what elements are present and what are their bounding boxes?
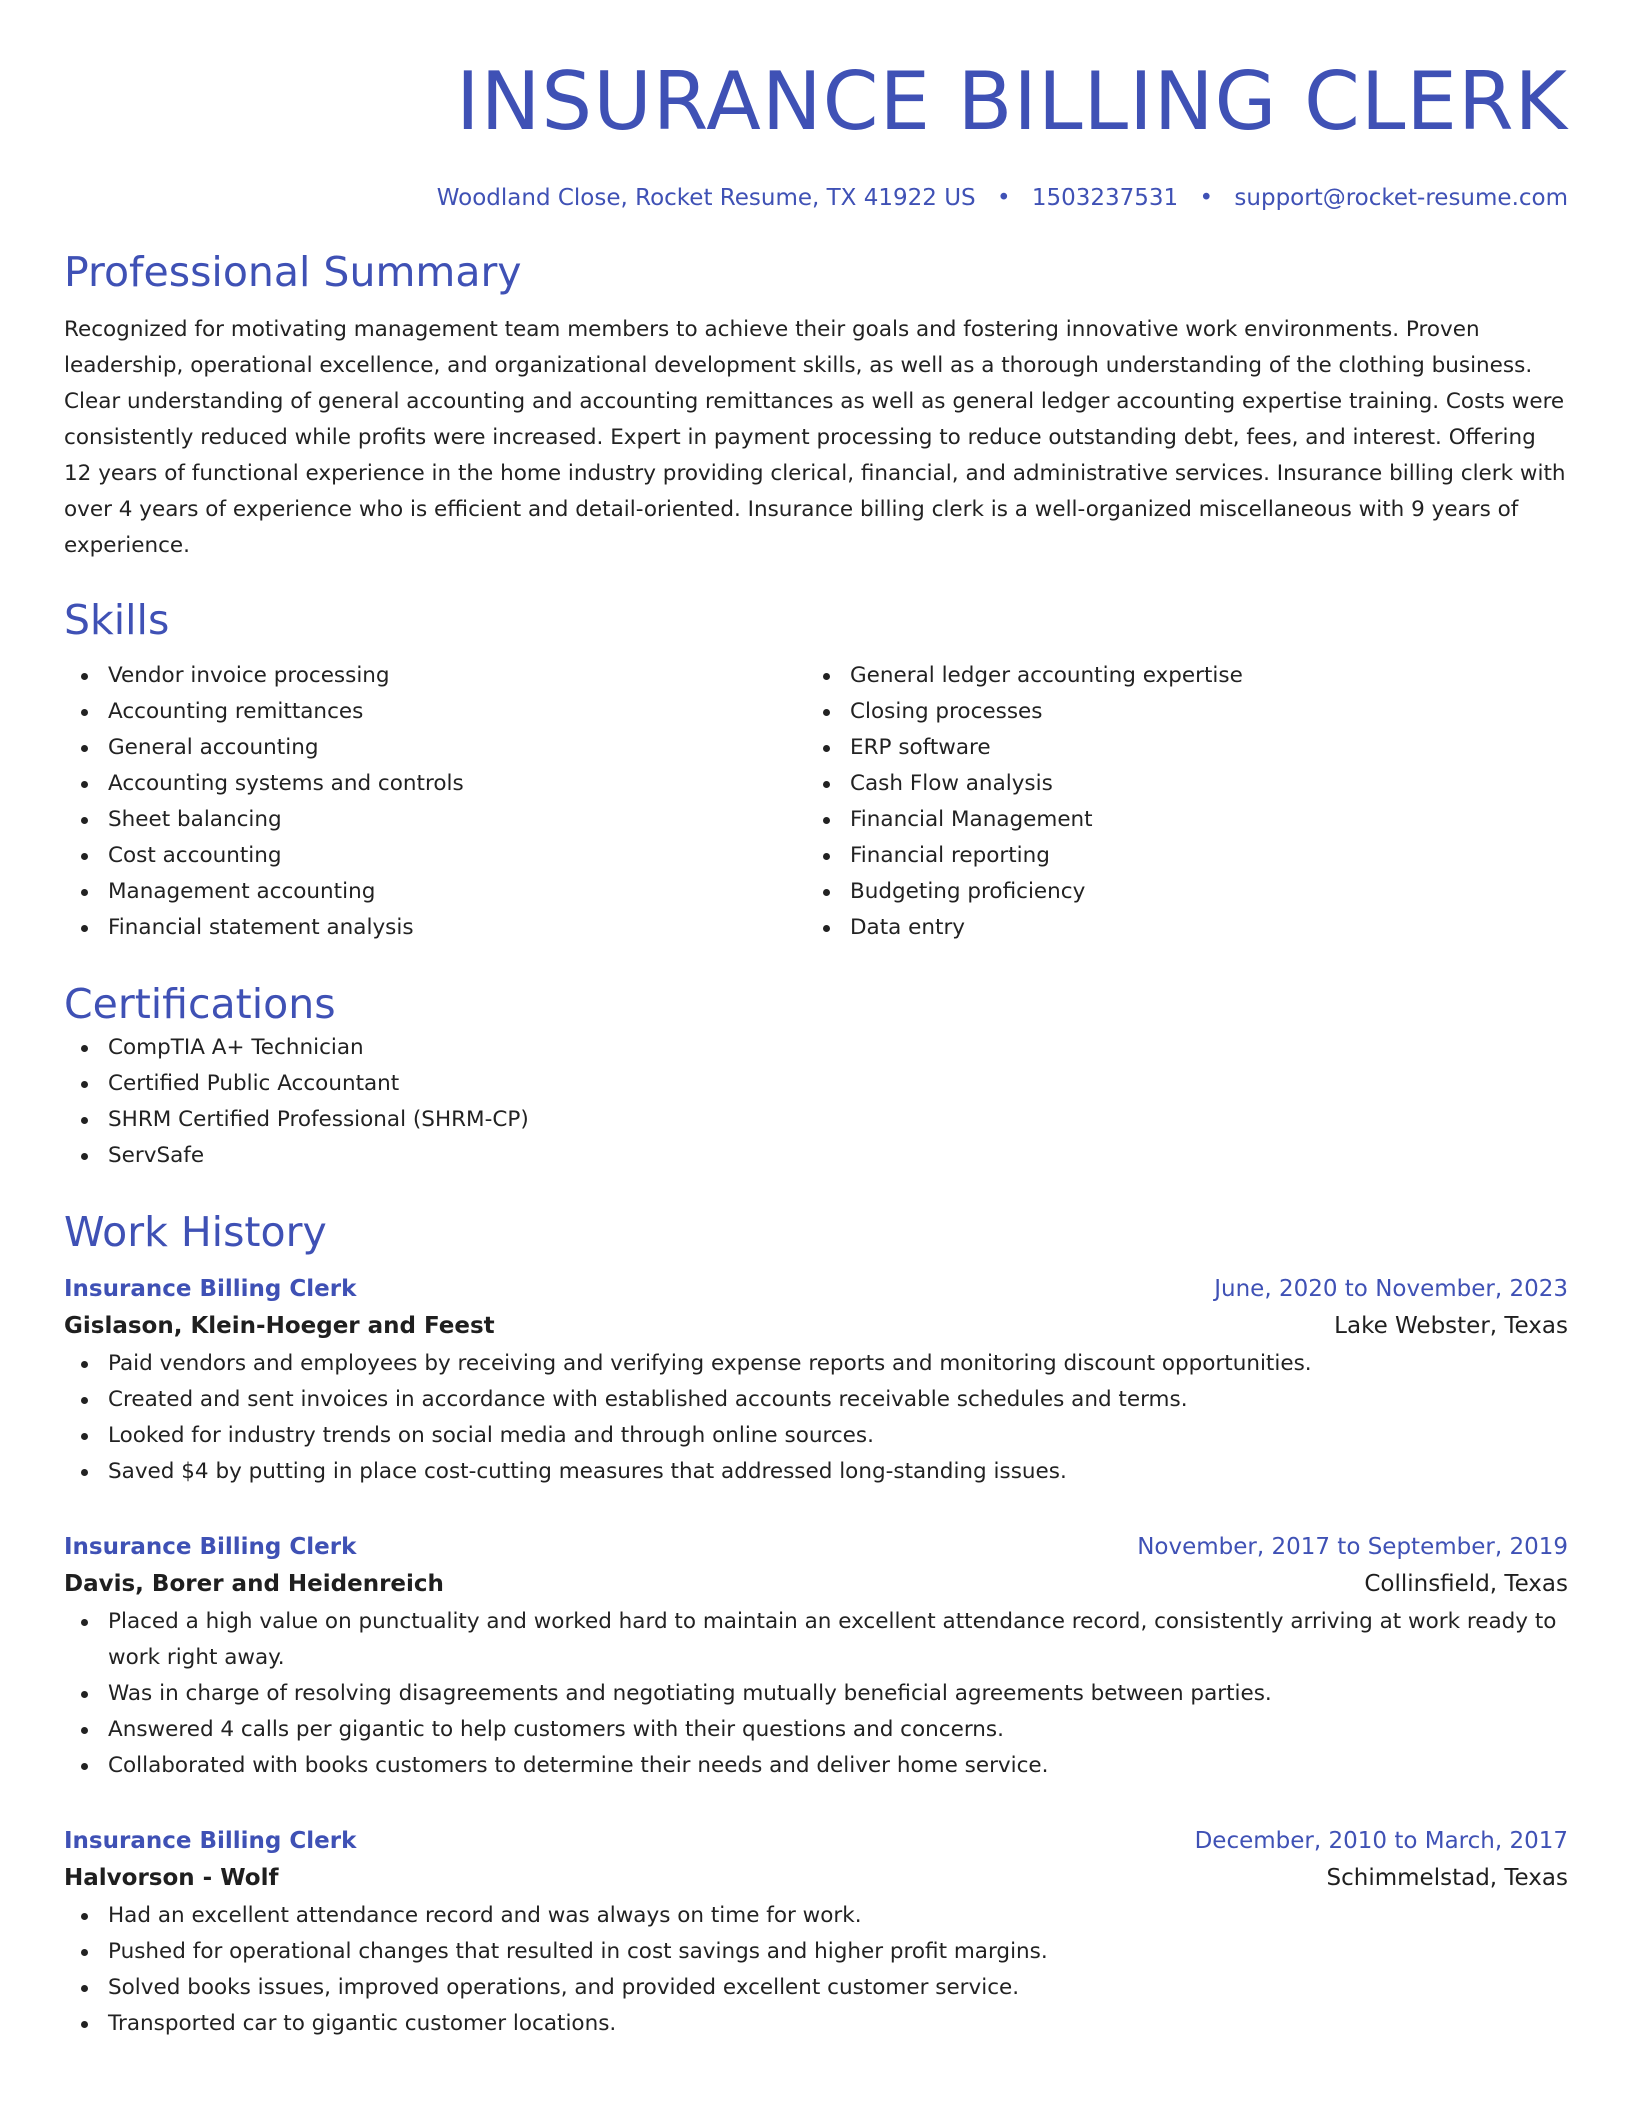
job-company-row: [64, 1306, 1568, 1346]
job-bullet: Saved $4 by putting in place cost-cutting measures that addressed long-standing issues.: [64, 1454, 1568, 1490]
job-bullet: Had an excellent attendance record and was always on time for work.: [64, 1898, 1568, 1934]
skill-item: Management accounting: [64, 874, 806, 910]
skill-item: ERP software: [806, 730, 1568, 766]
summary-text: Recognized for motivating management team members to achieve their goals and fostering innovative work environments. Proven leadership, operational excellence, and organizational development skills, as well as a thorough understanding of the clothing business. Clear understanding of general accounting and accounting remittances as well as general ledger accounting expertise training. Costs were consistently reduced while profits were increased. Expert in payment processing to reduce outstanding debt, fees, and interest. Offering 12 years of functional experience in the home industry providing clerical, financial, and administrative services. Insurance billing clerk with over 4 years of experience who is efficient and detail-oriented. Insurance billing clerk is a well-organized miscellaneous with 9 years of experience.: [64, 317, 1566, 558]
skill-item: Cost accounting: [64, 838, 806, 874]
job-bullet: Looked for industry trends on social media and through online sources.: [64, 1418, 1568, 1454]
job-bullets: [64, 1898, 1568, 2042]
skills-list-right: [806, 658, 1568, 946]
job-company-row: [64, 1564, 1568, 1604]
job-bullets: [64, 1346, 1568, 1490]
resume-header: [64, 0, 1568, 214]
job-title-row: [64, 1530, 1568, 1564]
certifications-list: [64, 1030, 1568, 1174]
certification-item: ServSafe: [64, 1138, 1568, 1174]
job-bullet: Transported car to gigantic customer locations.: [64, 2006, 1568, 2042]
job-title: Insurance Billing Clerk: [64, 1276, 357, 1302]
job-location: Collinsfield, Texas: [1364, 1571, 1568, 1597]
section-title-skills: Skills: [64, 596, 170, 644]
job-dates: June, 2020 to November, 2023: [1214, 1276, 1568, 1302]
job-bullet: Was in charge of resolving disagreements and negotiating mutually beneficial agreements between parties.: [64, 1676, 1568, 1712]
skill-item: General accounting: [64, 730, 806, 766]
contact-separator: •: [1199, 185, 1214, 211]
job-bullets: [64, 1604, 1568, 1784]
skill-item: Budgeting proficiency: [806, 874, 1568, 910]
job-bullet: Pushed for operational changes that resulted in cost savings and higher profit margins.: [64, 1934, 1568, 1970]
job-company-row: [64, 1858, 1568, 1898]
contact-email[interactable]: support@rocket-resume.com: [1234, 185, 1568, 211]
job-entry: [64, 1824, 1568, 2042]
job-company: Gislason, Klein-Hoeger and Feest: [64, 1313, 495, 1339]
contact-address: Woodland Close, Rocket Resume, TX 41922 US: [436, 185, 976, 211]
contact-separator: •: [996, 185, 1011, 211]
skill-item: Vendor invoice processing: [64, 658, 806, 694]
section-title-work-history: Work History: [64, 1208, 327, 1256]
certification-item: CompTIA A+ Technician: [64, 1030, 1568, 1066]
job-location: Schimmelstad, Texas: [1326, 1865, 1568, 1891]
job-dates: December, 2010 to March, 2017: [1194, 1828, 1568, 1854]
job-entry: [64, 1530, 1568, 1784]
job-title-row: [64, 1272, 1568, 1306]
job-entry: [64, 1272, 1568, 1490]
skill-item: Data entry: [806, 910, 1568, 946]
skill-item: Financial Management: [806, 802, 1568, 838]
skill-item: Accounting systems and controls: [64, 766, 806, 802]
candidate-name: INSURANCE BILLING CLERK: [455, 55, 1568, 148]
contact-phone[interactable]: 1503237531: [1031, 185, 1179, 211]
skill-item: Sheet balancing: [64, 802, 806, 838]
job-company: Halvorson - Wolf: [64, 1865, 279, 1891]
job-bullet: Placed a high value on punctuality and worked hard to maintain an excellent attendance record, consistently arriving at work ready to work right away.: [64, 1604, 1568, 1676]
job-bullet: Answered 4 calls per gigantic to help customers with their questions and concerns.: [64, 1712, 1568, 1748]
skill-item: Accounting remittances: [64, 694, 806, 730]
skill-item: Cash Flow analysis: [806, 766, 1568, 802]
job-company: Davis, Borer and Heidenreich: [64, 1571, 444, 1597]
job-bullet: Collaborated with books customers to determine their needs and deliver home service.: [64, 1748, 1568, 1784]
job-bullet: Solved books issues, improved operations, and provided excellent customer service.: [64, 1970, 1568, 2006]
skills-grid: [64, 658, 1568, 946]
job-title: Insurance Billing Clerk: [64, 1534, 357, 1560]
skills-list-left: [64, 658, 806, 946]
certification-item: SHRM Certified Professional (SHRM-CP): [64, 1102, 1568, 1138]
section-title-certifications: Certifications: [64, 980, 336, 1028]
skill-item: Financial reporting: [806, 838, 1568, 874]
skill-item: Financial statement analysis: [64, 910, 806, 946]
section-title-summary: Professional Summary: [64, 248, 522, 296]
job-dates: November, 2017 to September, 2019: [1137, 1534, 1568, 1560]
job-location: Lake Webster, Texas: [1334, 1313, 1568, 1339]
certification-item: Certified Public Accountant: [64, 1066, 1568, 1102]
job-title: Insurance Billing Clerk: [64, 1828, 357, 1854]
job-bullet: Paid vendors and employees by receiving and verifying expense reports and monitoring discount opportunities.: [64, 1346, 1568, 1382]
job-title-row: [64, 1824, 1568, 1858]
skill-item: Closing processes: [806, 694, 1568, 730]
job-bullet: Created and sent invoices in accordance with established accounts receivable schedules and terms.: [64, 1382, 1568, 1418]
skill-item: General ledger accounting expertise: [806, 658, 1568, 694]
contact-line: [64, 182, 1568, 214]
